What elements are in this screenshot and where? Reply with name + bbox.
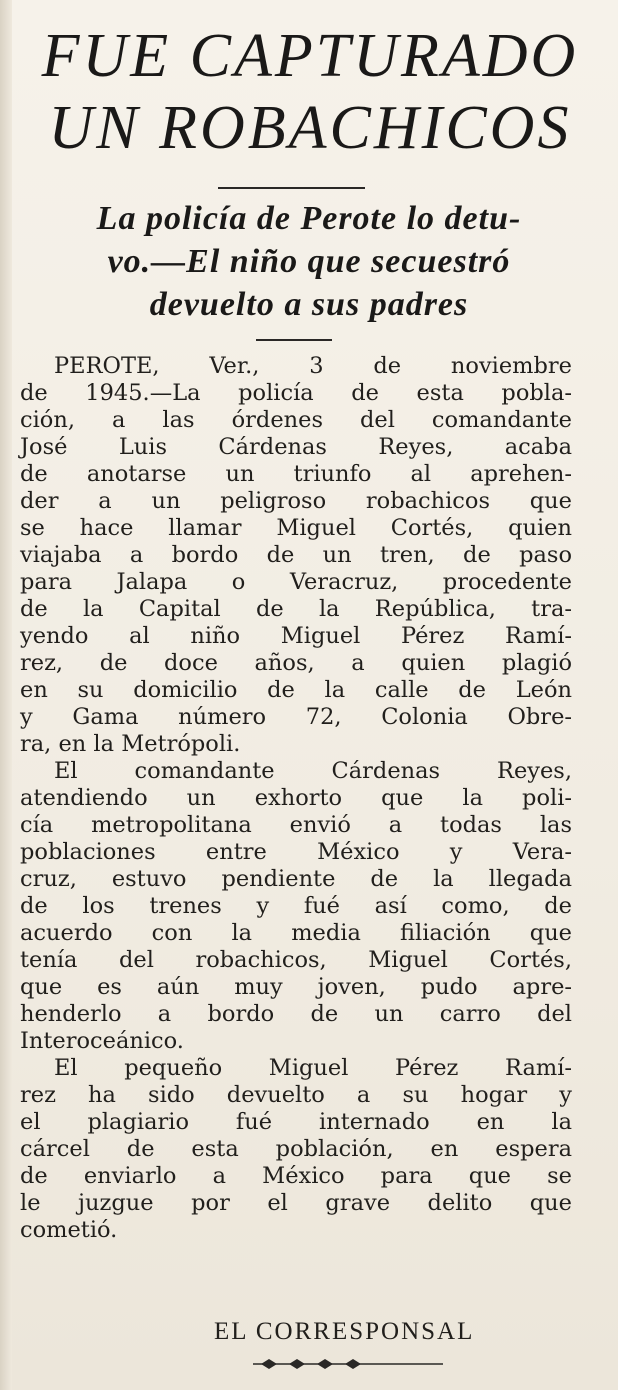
subheadline bbox=[14, 197, 604, 326]
text-line: que es aún muy joven, pudo apre- bbox=[20, 974, 572, 1000]
paragraph bbox=[20, 758, 572, 1055]
subheadline-line: vo.—El niño que secuestró bbox=[107, 243, 511, 280]
text-line: Interoceánico. bbox=[20, 1028, 184, 1054]
text-line: el plagiario fué internado en la bbox=[20, 1109, 572, 1135]
text-line: PEROTE, Ver., 3 de noviembre bbox=[54, 353, 572, 379]
paper-edge bbox=[0, 0, 12, 1390]
text-line: viajaba a bordo de un tren, de paso bbox=[20, 542, 572, 568]
paragraph bbox=[20, 1055, 572, 1244]
text-line: tenía del robachicos, Miguel Cortés, bbox=[20, 947, 572, 973]
headline-line: FUE CAPTURADO bbox=[41, 22, 579, 90]
text-line: le juzgue por el grave delito que bbox=[20, 1190, 572, 1216]
text-line: yendo al niño Miguel Pérez Ramí- bbox=[20, 623, 572, 649]
subheadline-line: devuelto a sus padres bbox=[149, 286, 469, 323]
text-line: y Gama número 72, Colonia Obre- bbox=[20, 704, 572, 730]
paragraph bbox=[20, 353, 572, 758]
text-line: henderlo a bordo de un carro del bbox=[20, 1001, 572, 1027]
text-line: rez ha sido devuelto a su hogar y bbox=[20, 1082, 572, 1108]
headline bbox=[14, 20, 606, 164]
text-line: cía metropolitana envió a todas las bbox=[20, 812, 572, 838]
text-line: se hace llamar Miguel Cortés, quien bbox=[20, 515, 572, 541]
text-line: de 1945.—La policía de esta pobla- bbox=[20, 380, 572, 406]
text-line: cárcel de esta población, en espera bbox=[20, 1136, 572, 1162]
text-line: de la Capital de la República, tra- bbox=[20, 596, 572, 622]
text-line: El comandante Cárdenas Reyes, bbox=[54, 758, 572, 784]
text-line: atendiendo un exhorto que la poli- bbox=[20, 785, 572, 811]
text-line: cruz, estuvo pendiente de la llegada bbox=[20, 866, 572, 892]
text-line: para Jalapa o Veracruz, procedente bbox=[20, 569, 572, 595]
byline-signature: EL CORRESPONSAL bbox=[214, 1318, 475, 1345]
text-line: ra, en la Metrópoli. bbox=[20, 731, 241, 757]
ornament-divider bbox=[253, 1356, 443, 1372]
text-line: en su domicilio de la calle de León bbox=[20, 677, 572, 703]
text-line: der a un peligroso robachicos que bbox=[20, 488, 572, 514]
headline-line: UN ROBACHICOS bbox=[48, 94, 572, 162]
divider-rule bbox=[218, 187, 365, 189]
text-line: José Luis Cárdenas Reyes, acaba bbox=[20, 434, 572, 460]
text-line: El pequeño Miguel Pérez Ramí- bbox=[54, 1055, 572, 1081]
article-body bbox=[20, 353, 572, 1244]
text-line: ción, a las órdenes del comandante bbox=[20, 407, 572, 433]
text-line: acuerdo con la media filiación que bbox=[20, 920, 572, 946]
text-line: cometió. bbox=[20, 1217, 118, 1243]
subheadline-line: La policía de Perote lo detu- bbox=[96, 200, 522, 237]
text-line: de los trenes y fué así como, de bbox=[20, 893, 572, 919]
text-line: rez, de doce años, a quien plagió bbox=[20, 650, 572, 676]
text-line: poblaciones entre México y Vera- bbox=[20, 839, 572, 865]
text-line: de enviarlo a México para que se bbox=[20, 1163, 572, 1189]
text-line: de anotarse un triunfo al aprehen- bbox=[20, 461, 572, 487]
divider-rule bbox=[256, 339, 332, 341]
